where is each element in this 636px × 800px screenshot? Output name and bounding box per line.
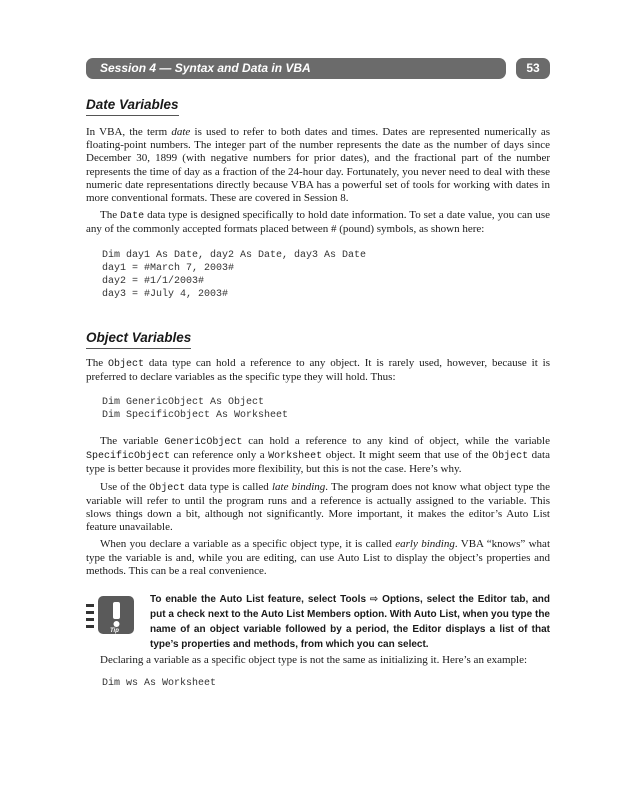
section-heading-date-variables: Date Variables	[86, 96, 179, 116]
code-block: Dim GenericObject As Object Dim SpecificObject As Worksheet	[102, 397, 289, 422]
section-heading-object-variables: Object Variables	[86, 329, 191, 349]
tip-icon-label: Tip	[110, 628, 119, 635]
tip-icon	[86, 596, 136, 640]
code-block: Dim day1 As Date, day2 As Date, day3 As Date day1 = #March 7, 2003# day2 = #1/1/2003# day3 = #July 4, 2003#	[102, 249, 367, 300]
tip-text: To enable the Auto List feature, select Tools ⇨ Options, select the Editor tab, and put a check next to the Auto List Members option. With Auto List, when you type the name of an object variable followed by a period, the Editor displays a list of that type’s properties and methods, from which you can select.	[150, 594, 550, 651]
paragraph: In VBA, the term date is used to refer to both dates and times. Dates are represented numerically as floating-point numbers. The integer part of the number represents the date as the number of days since December 30, 1899 (with negative numbers for prior dates), and the fractional part of the number represents the time of day as a fraction of the 24-hour day. Fortunately, you never need to deal with these numeric date representations directly because VBA has a powerful set of tools for working with dates in more conventional formats. These are covered in Session 8.	[86, 126, 550, 205]
paragraph: Use of the Object data type is called late binding. The program does not know what object type the variable will refer to until the program runs and a reference is actually assigned to the variable. This slows things down a bit, although not significantly. More important, it makes the editor’s Auto List feature unavailable.	[86, 480, 551, 534]
running-header	[86, 58, 506, 79]
page-number: 53	[516, 58, 550, 79]
paragraph: The Object data type can hold a reference to any object. It is rarely used, however, because it is preferred to declare variables as the specific type they will hold. Thus:	[86, 356, 550, 383]
paragraph: The variable GenericObject can hold a reference to any kind of object, while the variable SpecificObject can reference only a Worksheet object. It might seem that use of the Object data type is better because it provides more flexibility, but this is not the case. Here’s why.	[86, 435, 550, 476]
paragraph: When you declare a variable as a specific object type, it is called early binding. VBA “knows” what type the variable is and, while you are editing, can use Auto List to display the object’s properties and methods. This can be a real convenience.	[86, 538, 550, 577]
running-header-title: Session 4 — Syntax and Data in VBA	[100, 61, 311, 75]
paragraph: Declaring a variable as a specific object type is not the same as initializing it. Here’s an example:	[100, 654, 528, 667]
tip-callout	[86, 592, 550, 652]
page-body	[86, 96, 550, 690]
paragraph: The Date data type is designed specifically to hold date information. To set a date value, you can use any of the commonly accepted formats placed between # (pound) symbols, as shown here:	[86, 209, 550, 236]
code-block: Dim ws As Worksheet	[102, 678, 217, 690]
